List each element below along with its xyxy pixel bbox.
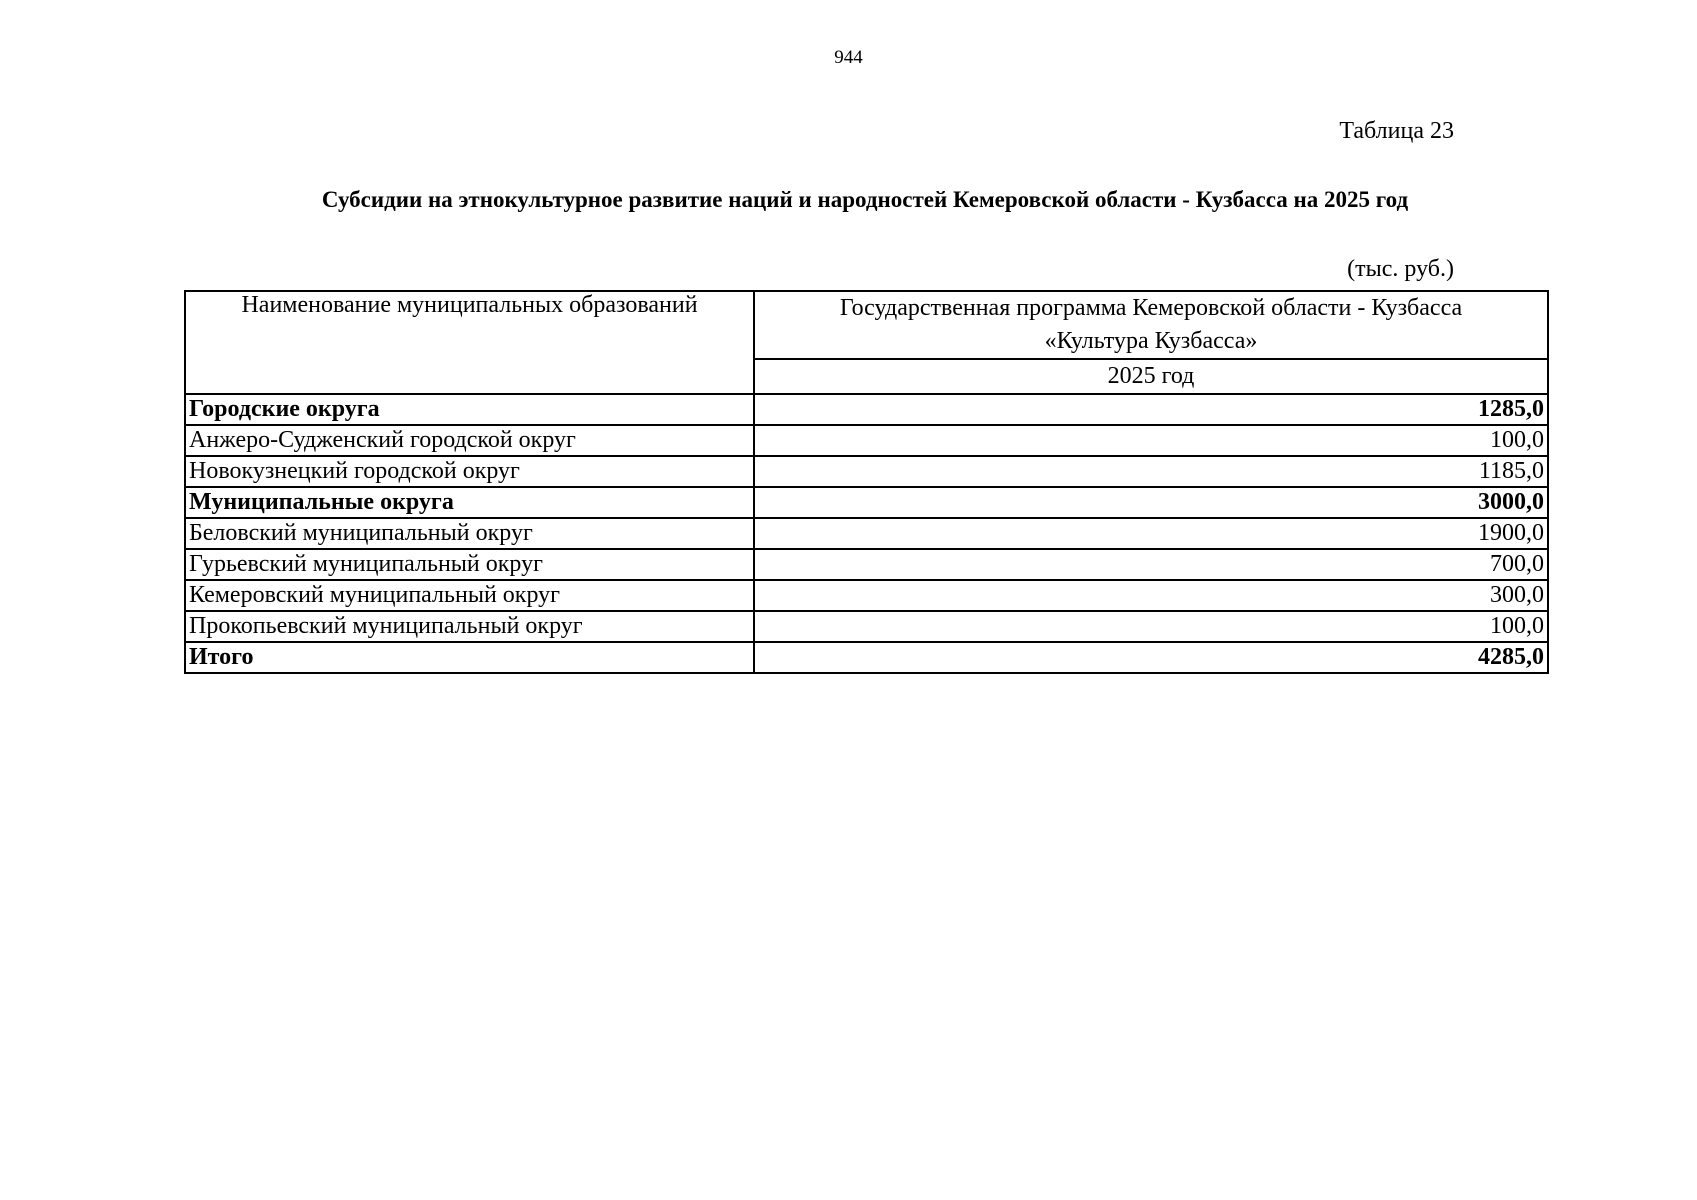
- header-program: [754, 291, 1548, 359]
- row-subsidy-value: 3000,0: [754, 487, 1548, 518]
- row-subsidy-value: 100,0: [754, 425, 1548, 456]
- units-label: (тыс. руб.): [1347, 256, 1454, 282]
- row-municipality-name: Анжеро-Судженский городской округ: [185, 425, 754, 456]
- row-municipality-name: Кемеровский муниципальный округ: [185, 580, 754, 611]
- table-row: [185, 642, 1548, 673]
- row-municipality-name: Прокопьевский муниципальный округ: [185, 611, 754, 642]
- row-subsidy-value: 300,0: [754, 580, 1548, 611]
- table-header-row: [185, 291, 1548, 359]
- table-row: [185, 394, 1548, 425]
- page-number: 944: [834, 47, 863, 68]
- table-row: [185, 611, 1548, 642]
- table-body: [185, 394, 1548, 673]
- row-subsidy-value: 4285,0: [754, 642, 1548, 673]
- subsidy-table: [184, 290, 1549, 674]
- row-subsidy-value: 1285,0: [754, 394, 1548, 425]
- header-program-line2: «Культура Кузбасса»: [1044, 328, 1258, 354]
- row-municipality-name: Гурьевский муниципальный округ: [185, 549, 754, 580]
- row-municipality-name: Муниципальные округа: [185, 487, 754, 518]
- table-row: [185, 518, 1548, 549]
- table-row: [185, 580, 1548, 611]
- row-municipality-name: Беловский муниципальный округ: [185, 518, 754, 549]
- table-label: Таблица 23: [1339, 118, 1454, 144]
- row-municipality-name: Новокузнецкий городской округ: [185, 456, 754, 487]
- row-municipality-name: Городские округа: [185, 394, 754, 425]
- row-subsidy-value: 100,0: [754, 611, 1548, 642]
- header-program-line1: Государственная программа Кемеровской области - Кузбасса: [839, 295, 1463, 321]
- row-municipality-name: Итого: [185, 642, 754, 673]
- header-municipality-name: Наименование муниципальных образований: [185, 291, 754, 394]
- row-subsidy-value: 1900,0: [754, 518, 1548, 549]
- table-row: [185, 456, 1548, 487]
- table-row: [185, 549, 1548, 580]
- row-subsidy-value: 700,0: [754, 549, 1548, 580]
- table-row: [185, 487, 1548, 518]
- document-title: Субсидии на этнокультурное развитие наций и народностей Кемеровской области - Кузбасса на 2025 год: [321, 187, 1409, 212]
- row-subsidy-value: 1185,0: [754, 456, 1548, 487]
- header-year: 2025 год: [754, 359, 1548, 394]
- table-row: [185, 425, 1548, 456]
